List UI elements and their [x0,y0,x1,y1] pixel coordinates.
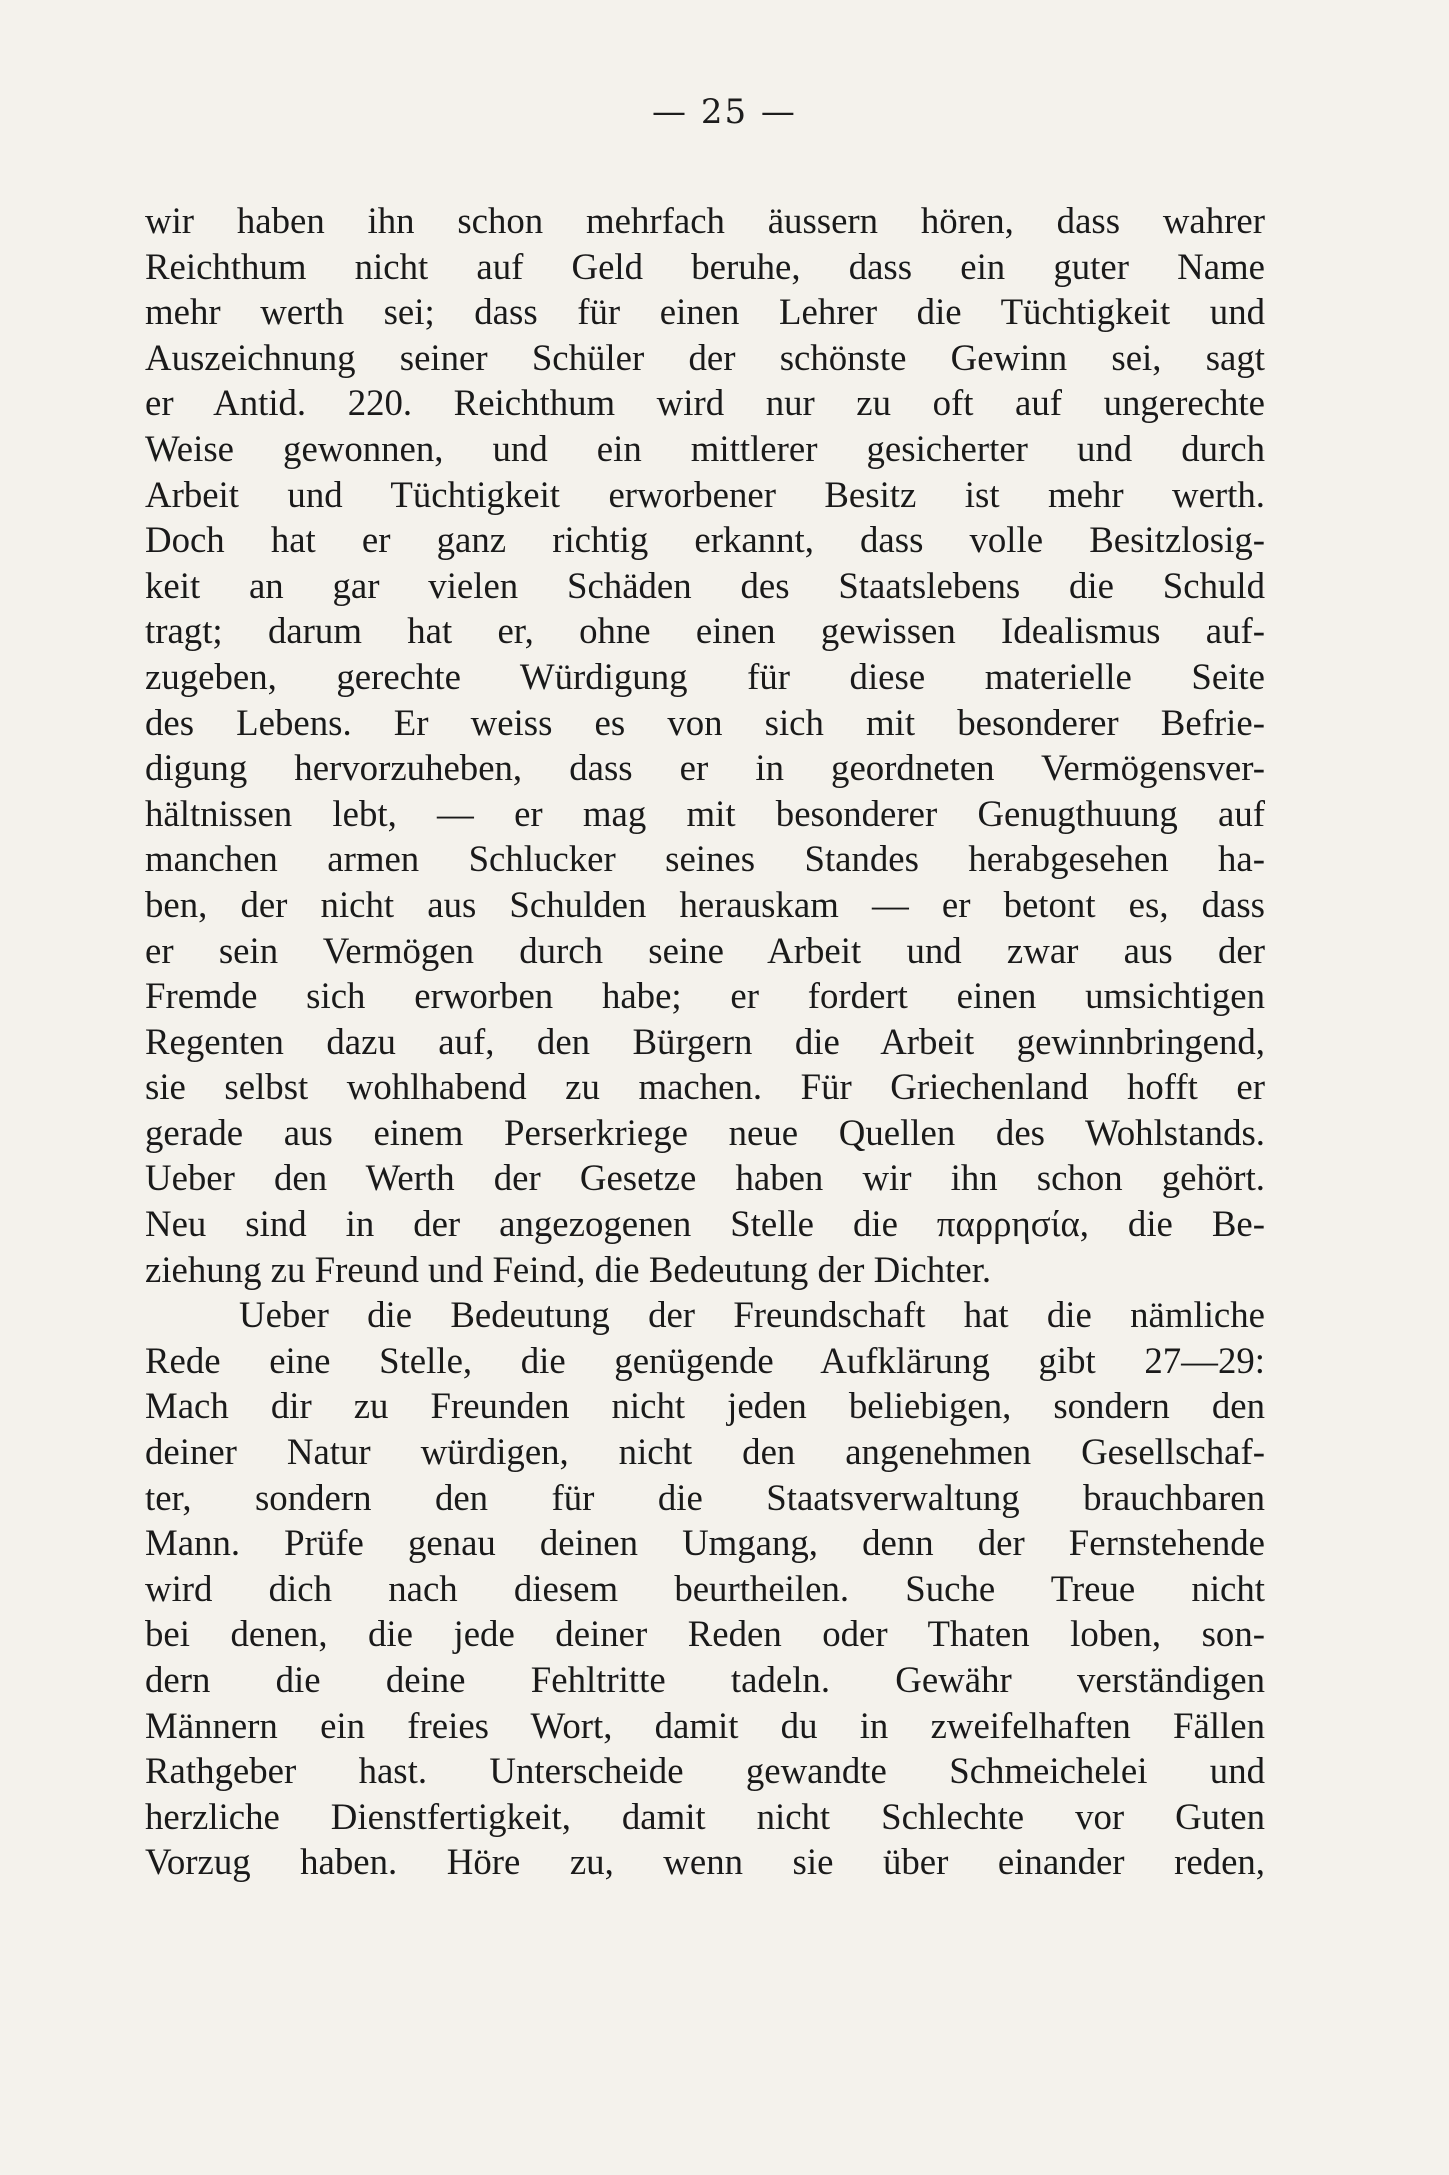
text-line: Reichthum nicht auf Geld beruhe, dass ein guter Name [145,245,1265,287]
text-line: digung hervorzuheben, dass er in geordneten Vermögensver- [145,747,1265,789]
text-line: sie selbst wohlhabend zu machen. Für Griechenland hofft er [145,1066,1265,1108]
text-line: ter, sondern den für die Staatsverwaltung brauchbaren [145,1476,1265,1518]
text-line: Arbeit und Tüchtigkeit erworbener Besitz ist mehr werth. [145,473,1265,515]
text-line: Regenten dazu auf, den Bürgern die Arbeit gewinnbringend, [145,1020,1265,1062]
text-line: Fremde sich erworben habe; er fordert einen umsichtigen [145,975,1265,1017]
page-number: — 25 — [652,92,797,132]
text-line: gerade aus einem Perserkriege neue Quellen des Wohlstands. [145,1111,1265,1153]
text-line: Ueber die Bedeutung der Freundschaft hat die nämliche [239,1294,1265,1336]
text-line: Auszeichnung seiner Schüler der schönste Gewinn sei, sagt [145,336,1265,378]
text-line: Mach dir zu Freunden nicht jeden beliebigen, sondern den [145,1385,1265,1427]
text-line: Mann. Prüfe genau deinen Umgang, denn der Fernstehende [145,1522,1265,1564]
text-line: zugeben, gerechte Würdigung für diese materielle Seite [145,655,1265,697]
text-line: hältnissen lebt, — er mag mit besonderer Genugthuung auf [145,792,1265,834]
text-line: deiner Natur würdigen, nicht den angenehmen Gesellschaf- [145,1431,1265,1473]
text-line: er sein Vermögen durch seine Arbeit und zwar aus der [145,929,1265,971]
text-line: dern die deine Fehltritte tadeln. Gewähr verständigen [145,1659,1265,1700]
text-line: Weise gewonnen, und ein mittlerer gesicherter und durch [145,427,1265,469]
text-line: manchen armen Schlucker seines Standes herabgesehen ha- [145,838,1265,880]
text-line: ziehung zu Freund und Feind, die Bedeutung der Dichter. [145,1248,992,1290]
text-line: Ueber den Werth der Gesetze haben wir ihn schon gehört. [145,1157,1265,1199]
text-line: wir haben ihn schon mehrfach äussern hören, dass wahrer [145,200,1265,241]
text-line: herzliche Dienstfertigkeit, damit nicht Schlechte vor Guten [145,1795,1265,1837]
text-line: keit an gar vielen Schäden des Staatslebens die Schuld [145,564,1265,606]
text-line: mehr werth sei; dass für einen Lehrer die Tüchtigkeit und [145,291,1265,333]
text-line: tragt; darum hat er, ohne einen gewissen Idealismus auf- [145,610,1265,652]
text-line: Männern ein freies Wort, damit du in zweifelhaften Fällen [145,1704,1265,1746]
text-line: des Lebens. Er weiss es von sich mit besonderer Befrie- [145,701,1265,743]
text-line: er Antid. 220. Reichthum wird nur zu oft auf ungerechte [145,382,1265,424]
text-line: Neu sind in der angezogenen Stelle die παρρησία, die Be- [145,1203,1265,1245]
text-line: wird dich nach diesem beurtheilen. Suche Treue nicht [145,1567,1265,1609]
text-line: ben, der nicht aus Schulden herauskam — er betont es, dass [145,883,1265,925]
text-line: Rede eine Stelle, die genügende Aufklärung gibt 27—29: [145,1339,1265,1381]
body-text [145,198,1265,1885]
text-line: Doch hat er ganz richtig erkannt, dass volle Besitzlosig- [145,519,1265,561]
text-line: bei denen, die jede deiner Reden oder Thaten loben, son- [145,1613,1265,1655]
text-line: Vorzug haben. Höre zu, wenn sie über einander reden, [145,1841,1265,1883]
text-line: Rathgeber hast. Unterscheide gewandte Schmeichelei und [145,1750,1265,1792]
